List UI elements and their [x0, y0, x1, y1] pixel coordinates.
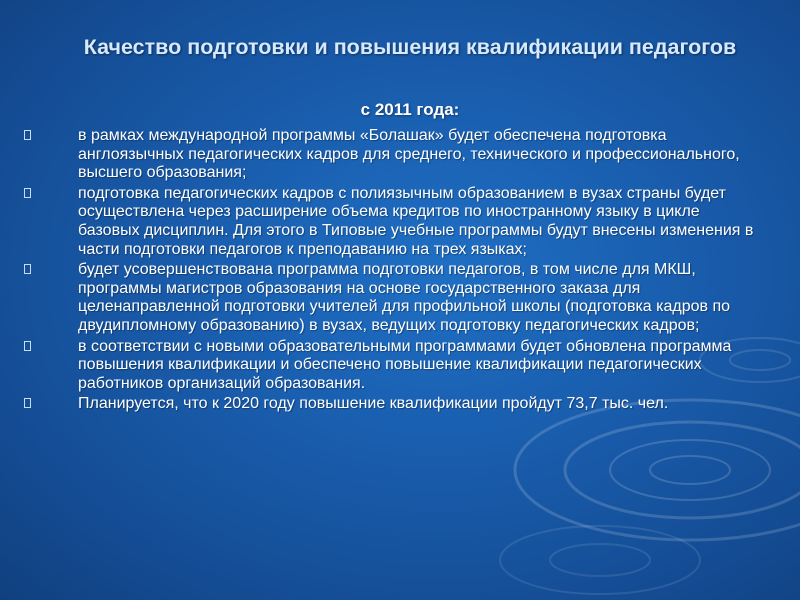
square-bullet-icon [24, 398, 31, 408]
bullet-item [22, 338, 762, 394]
square-bullet-icon [24, 341, 31, 351]
bullet-text: будет усовершенствована программа подготовки педагогов, в том числе для МКШ, программы магистров образования на основе государственного заказа для целенаправленной подготовки учителей для профильной школы (подготовка кадров по двудипломному образованию) в вузах, ведущих подготовку педагогических кадров; [78, 261, 731, 334]
bullet-list [22, 127, 762, 416]
bullet-item [22, 127, 762, 183]
square-bullet-icon [24, 130, 31, 140]
slide-subtitle: с 2011 года: [360, 100, 460, 119]
bullet-item [22, 185, 762, 259]
square-bullet-icon [24, 188, 31, 198]
bullet-item [22, 395, 762, 414]
bullet-item [22, 261, 762, 335]
bullet-text: в рамках международной программы «Болашак» будет обеспечена подготовка англоязычных педагогических кадров для среднего, технического и профессионального, высшего образования; [78, 127, 740, 182]
slide-title: Качество подготовки и повышения квалификации педагогов [83, 35, 737, 59]
bullet-text: в соответствии с новыми образовательными программами будет обновлена программа повышения квалификации и обеспечено повышение квалификации педагогических работников организаций образования. [78, 337, 732, 392]
bullet-text: подготовка педагогических кадров с полиязычным образованием в вузах страны будет осуществлена через расширение объема кредитов по иностранному языку в цикле базовых дисциплин. Для этого в Типовые учебные программы будут внесены изменения в части подготовки педагогов к преподаванию на трех языках; [78, 184, 754, 258]
square-bullet-icon [24, 264, 31, 274]
bullet-text: Планируется, что к 2020 году повышение квалификации пройдут 73,7 тыс. чел. [78, 395, 669, 413]
